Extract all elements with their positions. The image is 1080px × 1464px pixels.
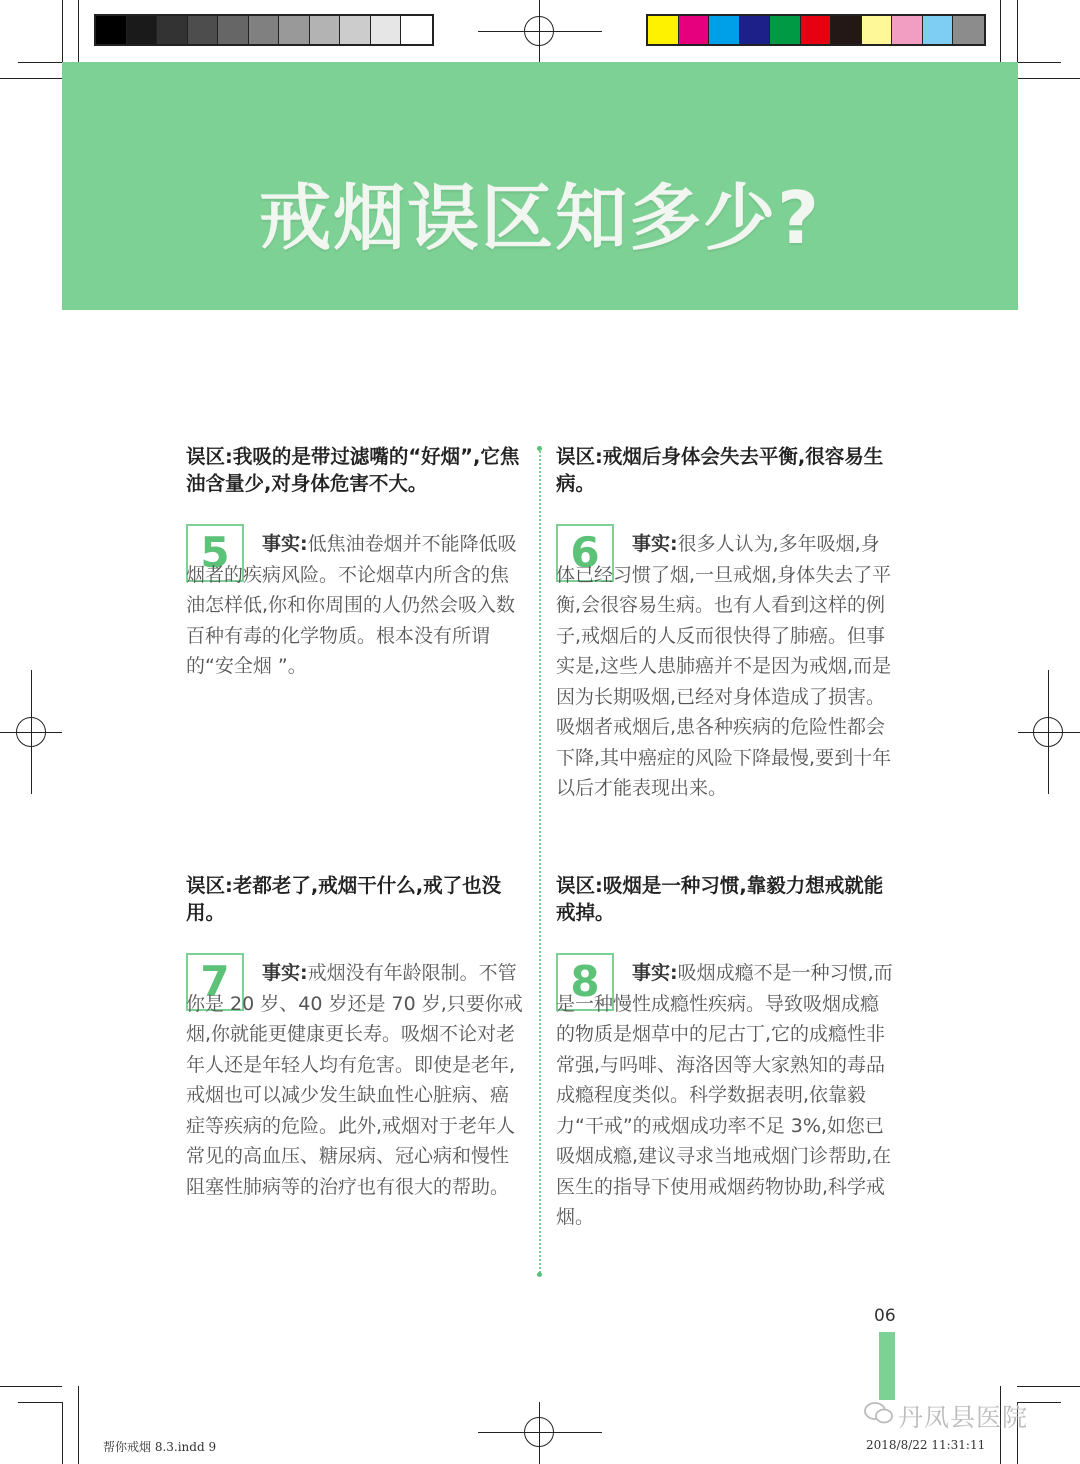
number-badge: 7 bbox=[186, 953, 244, 1011]
fact-text: 低焦油卷烟并不能降低吸烟者的疾病风险。不论烟草内所含的焦油怎样低,你和你周围的人仍然会吸入数百种有毒的化学物质。根本没有所谓的“安全烟 ”。 bbox=[186, 533, 517, 677]
crop-mark bbox=[0, 1386, 62, 1387]
crop-mark bbox=[62, 0, 63, 62]
crop-mark bbox=[18, 1402, 62, 1403]
color-swatch bbox=[953, 16, 984, 44]
gray-swatch bbox=[310, 16, 341, 44]
color-swatch bbox=[648, 16, 679, 44]
myth-block bbox=[186, 443, 526, 497]
myth-label: 误区: bbox=[556, 445, 603, 468]
fact-text: 很多人认为,多年吸烟,身体已经习惯了烟,一旦戒烟,身体失去了平衡,会很容易生病。也有人看到这样的例子,戒烟后的人反而很快得了肺癌。但事实是,这些人患肺癌并不是因为戒烟,而是因为长期吸烟,已经对身体造成了损害。吸烟者戒烟后,患各种疾病的危险性都会下降,其中癌症的风险下降最慢,要到十年以后才能表现出来。 bbox=[556, 533, 892, 799]
myth-label: 误区: bbox=[186, 445, 233, 468]
gray-swatch bbox=[157, 16, 188, 44]
myth-label: 误区: bbox=[556, 874, 603, 897]
myth-text: 戒烟后身体会失去平衡,很容易生病。 bbox=[556, 445, 884, 495]
gray-swatch bbox=[188, 16, 219, 44]
myth-block bbox=[556, 443, 896, 497]
registration-mark-icon bbox=[524, 1417, 554, 1447]
gray-swatch bbox=[340, 16, 371, 44]
page-accent-bar bbox=[879, 1332, 895, 1400]
color-swatch bbox=[923, 16, 954, 44]
crop-mark bbox=[1017, 78, 1080, 79]
fact-label: 事实: bbox=[632, 962, 678, 984]
color-swatch bbox=[740, 16, 771, 44]
crop-mark bbox=[1017, 62, 1061, 63]
fact-block bbox=[556, 958, 896, 1233]
page-number: 06 bbox=[874, 1306, 896, 1326]
fact-block bbox=[556, 529, 896, 804]
fact-label: 事实: bbox=[262, 962, 308, 984]
fact-label: 事实: bbox=[262, 533, 308, 555]
myth-label: 误区: bbox=[186, 874, 233, 897]
crop-mark bbox=[62, 1402, 63, 1464]
crop-mark bbox=[1017, 0, 1018, 62]
color-swatch bbox=[801, 16, 832, 44]
color-swatch bbox=[892, 16, 923, 44]
color-swatch bbox=[770, 16, 801, 44]
crop-mark bbox=[1017, 1386, 1080, 1387]
gray-swatch bbox=[127, 16, 158, 44]
footer-timestamp: 2018/8/22 11:31:11 bbox=[866, 1438, 986, 1452]
watermark-text: 丹凤县医院 bbox=[898, 1403, 1029, 1432]
divider-dot bbox=[537, 446, 542, 451]
gray-swatch bbox=[249, 16, 280, 44]
color-swatch bbox=[831, 16, 862, 44]
fact-block bbox=[186, 958, 526, 1202]
registration-mark-icon bbox=[524, 16, 554, 46]
divider-dot bbox=[537, 1272, 542, 1277]
crop-mark bbox=[78, 1386, 79, 1464]
color-swatch bbox=[862, 16, 893, 44]
myth-block bbox=[186, 872, 526, 926]
column-divider bbox=[539, 448, 541, 1276]
footer-file-info: 帮你戒烟 8.3.indd 9 bbox=[103, 1440, 217, 1454]
title-banner bbox=[62, 62, 1018, 310]
fact-block bbox=[186, 529, 526, 682]
grayscale-color-bar bbox=[94, 14, 434, 46]
gray-swatch bbox=[279, 16, 310, 44]
myth-block bbox=[556, 872, 896, 926]
myth-text: 吸烟是一种习惯,靠毅力想戒就能戒掉。 bbox=[556, 874, 884, 924]
gray-swatch bbox=[371, 16, 402, 44]
number-badge: 8 bbox=[556, 953, 614, 1011]
registration-mark-icon bbox=[16, 717, 46, 747]
crop-mark bbox=[0, 78, 62, 79]
page-title: 戒烟误区知多少? bbox=[259, 176, 821, 260]
color-swatch bbox=[679, 16, 710, 44]
gray-swatch bbox=[96, 16, 127, 44]
registration-mark-icon bbox=[1033, 717, 1063, 747]
process-color-bar bbox=[646, 14, 986, 46]
number-badge: 6 bbox=[556, 524, 614, 582]
chat-bubble-icon bbox=[864, 1401, 894, 1425]
myth-text: 我吸的是带过滤嘴的“好烟”,它焦油含量少,对身体危害不大。 bbox=[186, 445, 520, 495]
gray-swatch bbox=[218, 16, 249, 44]
fact-text: 戒烟没有年龄限制。不管你是 20 岁、40 岁还是 70 岁,只要你戒烟,你就能更健康更长寿。吸烟不论对老年人还是年轻人均有危害。即使是老年,戒烟也可以减少发生缺血性心脏病、癌症等疾病的危险。此外,戒烟对于老年人常见的高血压、糖尿病、冠心病和慢性阻塞性肺病等的治疗也有很大的帮助。 bbox=[186, 962, 523, 1198]
gray-swatch bbox=[401, 16, 432, 44]
color-swatch bbox=[709, 16, 740, 44]
myth-text: 老都老了,戒烟干什么,戒了也没用。 bbox=[186, 874, 502, 924]
number-badge: 5 bbox=[186, 524, 244, 582]
fact-label: 事实: bbox=[632, 533, 678, 555]
crop-mark bbox=[18, 62, 62, 63]
fact-text: 吸烟成瘾不是一种习惯,而是一种慢性成瘾性疾病。导致吸烟成瘾的物质是烟草中的尼古丁,它的成瘾性非常强,与吗啡、海洛因等大家熟知的毒品成瘾程度类似。科学数据表明,依靠毅力“干戒”的戒烟成功率不足 3%,如您已吸烟成瘾,建议寻求当地戒烟门诊帮助,在医生的指导下使用戒烟药物协助,科学戒烟。 bbox=[556, 962, 893, 1228]
